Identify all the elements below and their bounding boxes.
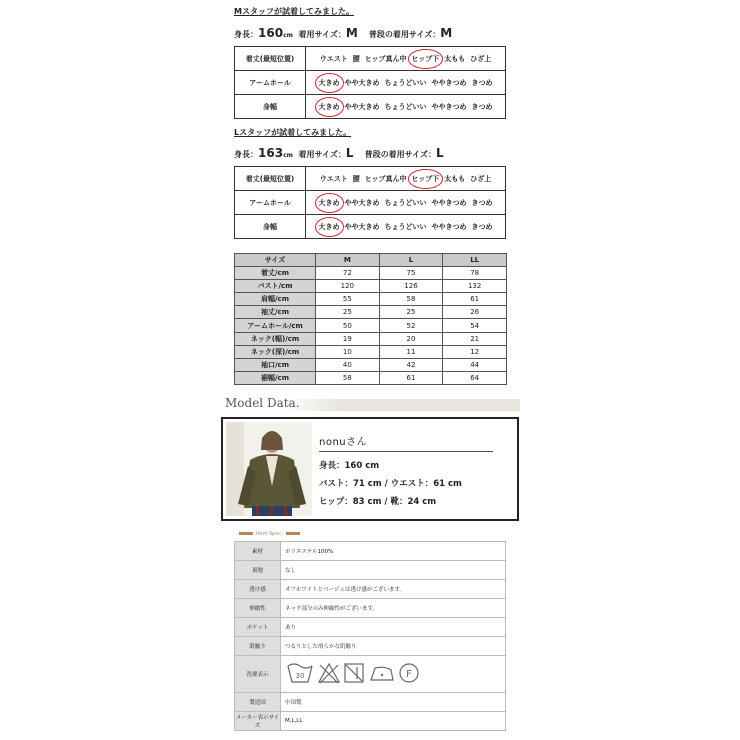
table-row (235, 293, 507, 306)
fit-option-selected: 大きめ (318, 198, 340, 207)
fit-row-label: アームホール (235, 191, 306, 215)
size-cell: 19 (316, 332, 380, 345)
fit-row (235, 95, 506, 119)
line-dry-icon (345, 664, 363, 682)
size-row-label: 肩幅/cm (235, 293, 316, 306)
table-row (235, 267, 507, 280)
model-hip-shoe: ヒップ：83 cm / 靴：24 cm (319, 497, 437, 507)
fit-option: やや大きめ (344, 198, 380, 207)
size-cell: 25 (379, 306, 443, 319)
item-spec-table (234, 541, 506, 731)
spec-value: 中国製 (281, 693, 506, 712)
size-cell: 42 (379, 358, 443, 371)
size-cell: 52 (379, 319, 443, 332)
fit-options (306, 71, 506, 95)
size-cell: 61 (379, 371, 443, 384)
wash-30-icon (288, 664, 312, 682)
fit-option: やや大きめ (344, 102, 380, 111)
fit-option: ヒップ真ん中 (364, 54, 407, 63)
size-row-label: ネック(幅)/cm (235, 332, 316, 345)
size-cell: 20 (379, 332, 443, 345)
fit-option: ひざ上 (470, 174, 492, 183)
size-cell: 120 (316, 280, 380, 293)
model-section-header (220, 396, 520, 411)
m-staff-title: Mスタッフが試着してみました。 (234, 7, 354, 16)
spec-label: 洗濯表示 (235, 656, 281, 693)
spec-label: 裏地 (235, 561, 281, 580)
size-cell: 55 (316, 293, 380, 306)
size-row-label: 袖丈/cm (235, 306, 316, 319)
decor-bar (239, 532, 253, 535)
fit-option: きつめ (471, 222, 493, 231)
model-height: 身長：160 cm (319, 461, 380, 471)
fit-option: ちょうどいい (384, 198, 427, 207)
spec-value (281, 656, 506, 693)
spec-value: オフホワイトとベージュは透け感がございます。 (281, 580, 506, 599)
fit-row-label: アームホール (235, 71, 306, 95)
svg-text:F: F (406, 669, 412, 680)
fit-options (306, 215, 506, 239)
spec-label: 製造国 (235, 693, 281, 712)
fit-options (306, 167, 506, 191)
fit-row-label: 身幅 (235, 95, 306, 119)
spec-value: M,L,LL (281, 712, 506, 731)
model-name: nonuさん (319, 437, 368, 448)
fit-option-selected: 大きめ (318, 102, 340, 111)
size-cell: 54 (443, 319, 507, 332)
table-row (235, 280, 507, 293)
size-cell: 126 (379, 280, 443, 293)
fit-row (235, 191, 506, 215)
spec-label: 素材 (235, 542, 281, 561)
size-table-header (235, 254, 507, 267)
size-row-label: ネック(深)/cm (235, 345, 316, 358)
fit-option: ややきつめ (431, 198, 467, 207)
fit-option: ウエスト (319, 174, 348, 183)
fit-option: ややきつめ (431, 78, 467, 87)
fit-option: ちょうどいい (384, 102, 427, 111)
item-spec-header: Item Spec. (236, 531, 303, 537)
fit-option: ウエスト (319, 54, 348, 63)
fit-option: やや大きめ (344, 222, 380, 231)
size-header-cell: M (316, 254, 380, 267)
size-row-label: 袖口/cm (235, 358, 316, 371)
spec-label: メーカー表示サイズ (235, 712, 281, 731)
m-staff-specs: 身長：160cm 着用サイズ：M 普段の着用サイズ：M (234, 26, 453, 40)
fit-options (306, 95, 506, 119)
table-row (235, 345, 507, 358)
decor-bar (286, 532, 300, 535)
table-row (235, 306, 507, 319)
fit-option: ヒップ真ん中 (364, 174, 407, 183)
model-photo (226, 422, 312, 516)
size-cell: 21 (443, 332, 507, 345)
size-cell: 26 (443, 306, 507, 319)
size-cell: 25 (316, 306, 380, 319)
size-header-cell: サイズ (235, 254, 316, 267)
fit-option: ややきつめ (431, 222, 467, 231)
spec-value: つるりとした滑らかな肌触り (281, 637, 506, 656)
fit-option: きつめ (471, 78, 493, 87)
size-row-label: アームホール/cm (235, 319, 316, 332)
size-table (234, 253, 507, 385)
fit-row (235, 71, 506, 95)
size-header-cell: L (379, 254, 443, 267)
size-cell: 78 (443, 267, 507, 280)
spec-label: ポケット (235, 618, 281, 637)
fitting-report (234, 0, 506, 385)
fit-option: 腰 (352, 54, 360, 63)
fit-option: 太もも (444, 174, 466, 183)
fit-option: やや大きめ (344, 78, 380, 87)
table-row (235, 693, 506, 712)
size-cell: 58 (316, 371, 380, 384)
spec-value: ネック部分のみ伸縮性がございます。 (281, 599, 506, 618)
size-row-label: 裾幅/cm (235, 371, 316, 384)
size-header-cell: LL (443, 254, 507, 267)
fit-option: きつめ (471, 102, 493, 111)
size-cell: 40 (316, 358, 380, 371)
fit-option: ちょうどいい (384, 222, 427, 231)
size-cell: 44 (443, 358, 507, 371)
fit-row-label: 身幅 (235, 215, 306, 239)
model-section-title: Model Data. (225, 396, 300, 410)
l-staff-specs: 身長：163cm 着用サイズ：L 普段の着用サイズ：L (234, 146, 444, 160)
m-fit-table (234, 46, 506, 119)
l-fit-table (234, 166, 506, 239)
size-row-label: 着丈/cm (235, 267, 316, 280)
fit-option-selected: ヒップ下 (411, 174, 440, 183)
iron-low-icon (371, 667, 393, 680)
table-row (235, 561, 506, 580)
fit-option-selected: ヒップ下 (411, 54, 440, 63)
spec-label: 伸縮性 (235, 599, 281, 618)
size-cell: 64 (443, 371, 507, 384)
model-bust-waist: バスト：71 cm / ウエスト：61 cm (319, 479, 462, 489)
table-row (235, 656, 506, 693)
fit-option: 太もも (444, 54, 466, 63)
fit-row-label: 着丈(最短位置) (235, 47, 306, 71)
fit-row (235, 215, 506, 239)
fit-option: ちょうどいい (384, 78, 427, 87)
fit-option-selected: 大きめ (318, 78, 340, 87)
fit-options (306, 191, 506, 215)
spec-value: ポリエステル100% (281, 542, 506, 561)
fit-row-label: 着丈(最短位置) (235, 167, 306, 191)
spec-label: 肌触り (235, 637, 281, 656)
fit-row (235, 167, 506, 191)
size-cell: 75 (379, 267, 443, 280)
size-cell: 61 (443, 293, 507, 306)
size-cell: 72 (316, 267, 380, 280)
model-card (221, 417, 519, 521)
l-staff-title: Lスタッフが試着してみました。 (234, 128, 352, 137)
fit-option-selected: 大きめ (318, 222, 340, 231)
table-row (235, 599, 506, 618)
size-row-label: バスト/cm (235, 280, 316, 293)
table-row (235, 371, 507, 384)
divider (319, 451, 493, 452)
table-row (235, 580, 506, 599)
size-cell: 10 (316, 345, 380, 358)
dry-clean-f-icon (400, 664, 418, 682)
fit-option: ややきつめ (431, 102, 467, 111)
fit-option: きつめ (471, 198, 493, 207)
table-row (235, 618, 506, 637)
size-cell: 58 (379, 293, 443, 306)
table-row (235, 358, 507, 371)
fit-row (235, 47, 506, 71)
table-row (235, 332, 507, 345)
no-bleach-icon (319, 664, 339, 683)
size-cell: 11 (379, 345, 443, 358)
size-cell: 12 (443, 345, 507, 358)
table-row (235, 542, 506, 561)
fit-option: 腰 (352, 174, 360, 183)
size-cell: 50 (316, 319, 380, 332)
wash-icons (285, 658, 425, 688)
table-row (235, 712, 506, 731)
spec-value: なし (281, 561, 506, 580)
spec-label: 透け感 (235, 580, 281, 599)
fit-option: ひざ上 (470, 54, 492, 63)
table-row (235, 319, 507, 332)
fit-options (306, 47, 506, 71)
table-row (235, 637, 506, 656)
wash-temp: 30 (295, 672, 305, 680)
spec-value: あり (281, 618, 506, 637)
size-cell: 132 (443, 280, 507, 293)
